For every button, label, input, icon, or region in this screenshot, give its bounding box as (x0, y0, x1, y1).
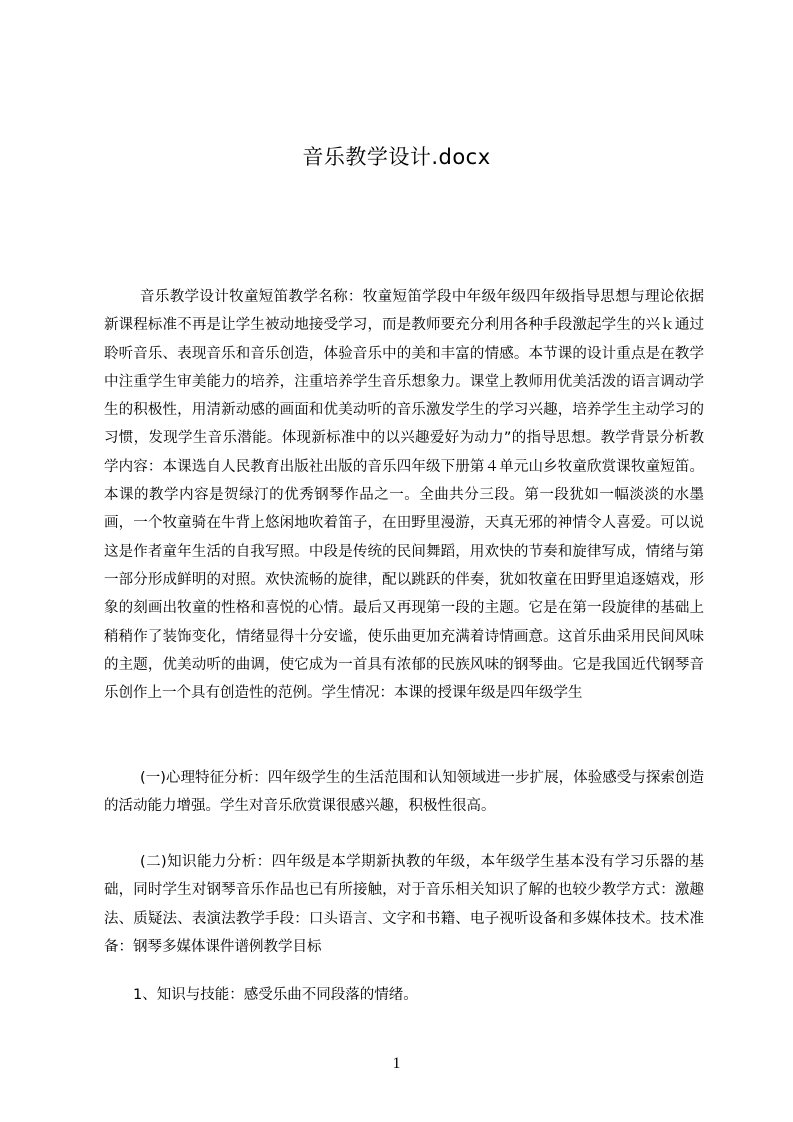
paragraph-psychology-analysis: (一)心理特征分析：四年级学生的生活范围和认知领域进一步扩展，体验感受与探索创造的活动能力增强。学生对音乐欣赏课很感兴趣，积极性很高。 (104, 770, 704, 815)
paragraph-knowledge-analysis: (二)知识能力分析：四年级是本学期新执教的年级，本年级学生基本没有学习乐器的基础，同时学生对钢琴音乐作品也已有所接触，对于音乐相关知识了解的也较少教学方式：激趣法、质疑法、表演法教学手段：口头语言、文字和书籍、电子视听设备和多媒体技术。技术准备：钢琴多媒体课件谱例教学目标 (104, 854, 704, 955)
paragraph-objective-1: 1、知识与技能：感受乐曲不同段落的情绪。 (133, 987, 418, 1003)
paragraph-teaching-design: 音乐教学设计牧童短笛教学名称：牧童短笛学段中年级年级四年级指导思想与理论依据新课程标准不再是让学生被动地接受学习，而是教师要充分利用各种手段激起学生的兴ｋ通过聆听音乐、表现音乐和音乐创造，体验音乐中的美和丰富的情感。本节课的设计重点是在教学中注重学生审美能力的培养，注重培养学生音乐想象力。课堂上教师用优美活泼的语言调动学生的积极性，用清新动感的画面和优美动听的音乐激发学生的学习兴趣，培养学生主动学习的习惯，发现学生音乐潜能。体现新标准中的以兴趣爱好为动力”的指导思想。教学背景分析教学内容：本课选自人民教育出版社出版的音乐四年级下册第４单元山乡牧童欣赏课牧童短笛。本课的教学内容是贺绿汀的优秀钢琴作品之一。全曲共分三段。第一段犹如一幅淡淡的水墨画，一个牧童骑在牛背上悠闲地吹着笛子，在田野里漫游，天真无邪的神情令人喜爱。可以说这是作者童年生活的自我写照。中段是传统的民间舞蹈，用欢快的节奏和旋律写成，情绪与第一部分形成鲜明的对照。欢快流畅的旋律，配以跳跃的伴奏，犹如牧童在田野里追逐嬉戏，形象的刻画出牧童的性格和喜悦的心情。最后又再现第一段的主题。它是在第一段旋律的基础上稍稍作了装饰变化，情绪显得十分安谧，使乐曲更加充满着诗情画意。这首乐曲采用民间风味的主题，优美动听的曲调，使它成为一首具有浓郁的民族风味的钢琴曲。它是我国近代钢琴音乐创作上一个具有创造性的范例。学生情况：本课的授课年级是四年级学生 (104, 289, 704, 702)
document-title: 音乐教学设计.docx (302, 145, 491, 169)
page-number: 1 (392, 1055, 401, 1072)
